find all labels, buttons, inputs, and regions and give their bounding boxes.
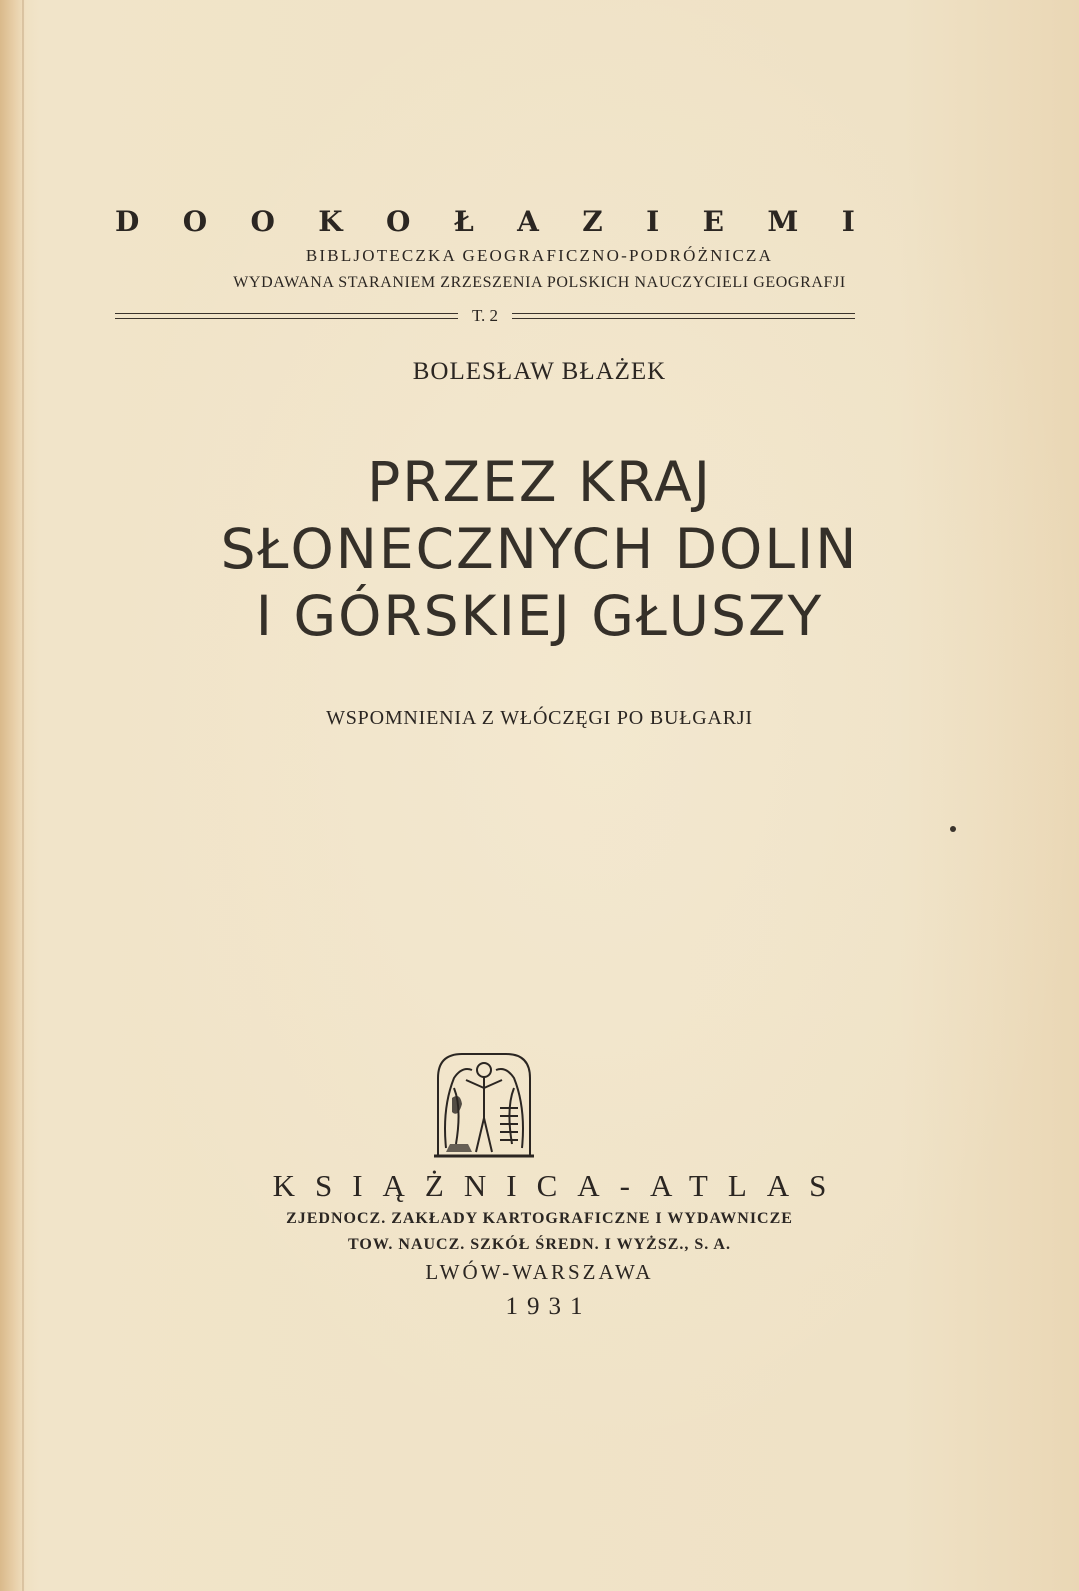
volume-number: T. 2 [471,306,499,325]
series-letter: Z [582,205,603,238]
series-letter: A [517,205,539,238]
double-rule-left [115,313,458,319]
book-title-line-2: SŁONECZNYCH DOLIN [220,517,859,581]
publisher-name: KSIĄŻNICA-ATLAS [272,1168,847,1203]
series-organization: WYDAWANA STARANIEM ZRZESZENIA POLSKICH NAUCZYCIELI GEOGRAFJI [233,274,846,291]
publication-year: 1931 [505,1293,592,1320]
volume-divider [115,306,855,326]
series-letter: M [767,205,799,238]
series-subtitle: BIBLJOTECZKA GEOGRAFICZNO-PODRÓŻNICZA [305,246,774,265]
publisher-line-1: ZJEDNOCZ. ZAKŁADY KARTOGRAFICZNE I WYDAWNICZE [286,1210,793,1227]
series-letter: I [841,205,855,238]
publisher-emblem-icon [432,1048,536,1160]
publisher-line-2: TOW. NAUCZ. SZKÓŁ ŚREDN. I WYŻSZ., S. A. [348,1236,731,1253]
series-letter: O [386,205,411,238]
series-title [115,205,855,238]
ink-speck [950,826,956,832]
book-subtitle: WSPOMNIENIA Z WŁÓCZĘGI PO BUŁGARJI [326,707,753,729]
book-title-line-3: I GÓRSKIEJ GŁUSZY [255,584,824,648]
series-letter: I [646,205,660,238]
series-letter: K [318,205,343,238]
series-letter: D [115,205,140,238]
author-name: BOLESŁAW BŁAŻEK [412,358,667,385]
series-letter: E [702,205,724,238]
series-letter: Ł [453,205,474,238]
double-rule-right [512,313,855,319]
book-title-line-1: PRZEZ KRAJ [367,450,712,514]
binding-edge [22,0,24,1591]
series-letter: O [182,205,208,238]
series-letter: O [250,205,275,238]
publication-city: LWÓW-WARSZAWA [425,1260,654,1284]
